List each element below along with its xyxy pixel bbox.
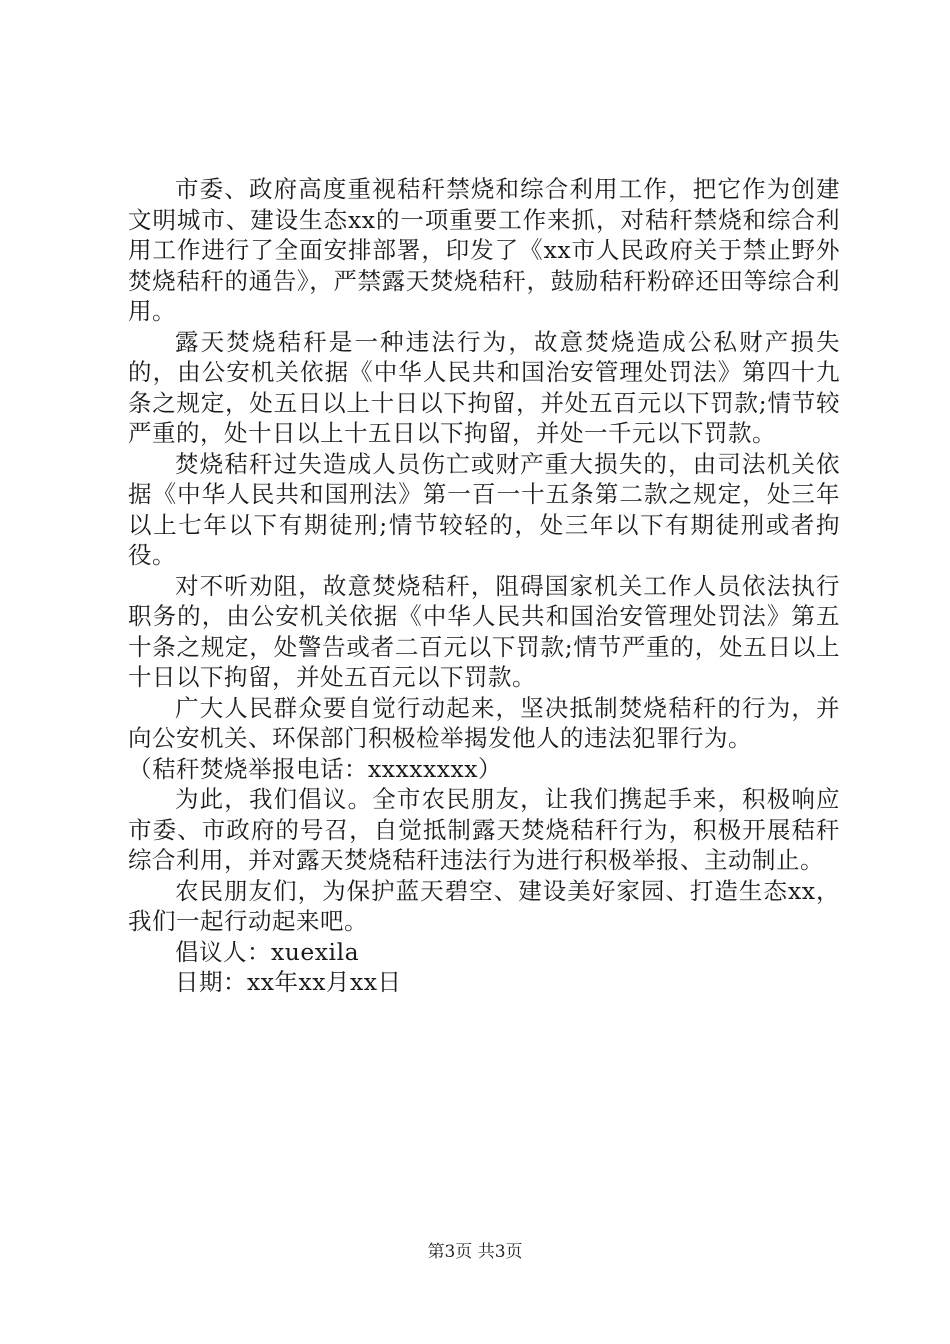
paragraph-initiative: 为此，我们倡议。全市农民朋友，让我们携起手来，积极响应市委、市政府的号召，自觉抵制露天焚烧秸秆行为，积极开展秸秆综合利用，并对露天焚烧秸秆违法行为进行积极举报、主动制止。	[128, 785, 840, 874]
document-body	[128, 174, 840, 998]
paragraph-policy: 市委、政府高度重视秸秆禁烧和综合利用工作，把它作为创建文明城市、建设生态xx的一项重要工作来抓，对秸秆禁烧和综合利用工作进行了全面安排部署，印发了《xx市人民政府关于禁止野外焚烧秸秆的通告》，严禁露天焚烧秸秆，鼓励秸秆粉碎还田等综合利用。	[128, 175, 840, 325]
signature-date: 日期：xx年xx月xx日	[175, 968, 402, 996]
paragraph-open-burning-penalty: 露天焚烧秸秆是一种违法行为，故意焚烧造成公私财产损失的，由公安机关依据《中华人民共和国治安管理处罚法》第四十九条之规定，处五日以上十日以下拘留，并处五百元以下罚款;情节较严重的，处十日以上十五日以下拘留，并处一千元以下罚款。	[128, 327, 840, 447]
paragraph-public-call: 广大人民群众要自觉行动起来，坚决抵制焚烧秸秆的行为，并向公安机关、环保部门积极检举揭发他人的违法犯罪行为。	[128, 693, 840, 752]
paragraph-negligent-burning: 焚烧秸秆过失造成人员伤亡或财产重大损失的，由司法机关依据《中华人民共和国刑法》第一百一十五条第二款之规定，处三年以上七年以下有期徒刑;情节较轻的，处三年以下有期徒刑或者拘役。	[128, 449, 840, 569]
paragraph-closing: 农民朋友们，为保护蓝天碧空、建设美好家园、打造生态xx，我们一起行动起来吧。	[128, 876, 840, 935]
paragraph-obstruction: 对不听劝阻，故意焚烧秸秆，阻碍国家机关工作人员依法执行职务的，由公安机关依据《中华人民共和国治安管理处罚法》第五十条之规定，处警告或者二百元以下罚款;情节严重的，处五日以上十日以下拘留，并处五百元以下罚款。	[128, 571, 840, 691]
report-hotline: （秸秆焚烧举报电话：xxxxxxxx）	[128, 754, 503, 783]
signature-initiator: 倡议人：xuexila	[175, 937, 360, 966]
page-number: 第3页 共3页	[427, 1242, 523, 1262]
